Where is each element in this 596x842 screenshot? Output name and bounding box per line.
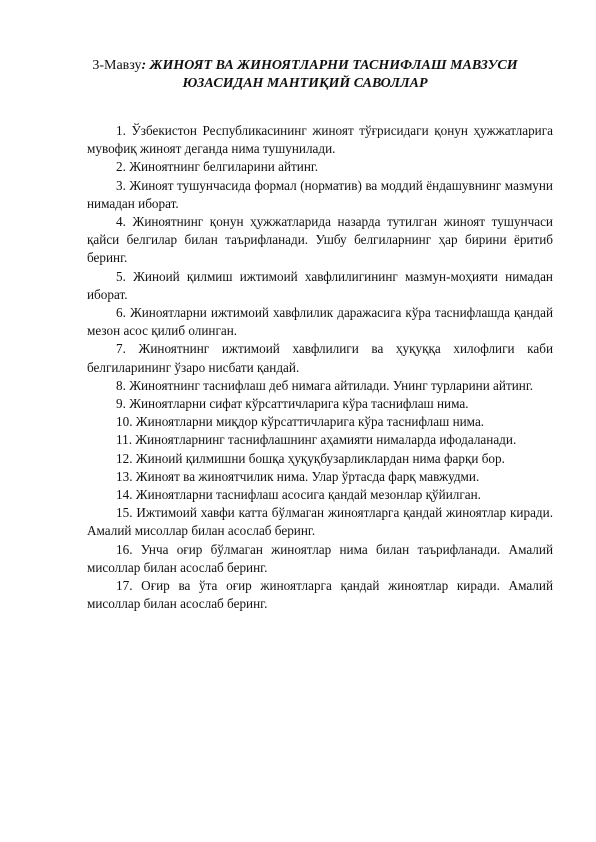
question-number: 1.	[116, 123, 126, 138]
question-number: 11.	[116, 432, 132, 448]
list-item	[87, 468, 553, 486]
question-text: Жиноятнинг ижтимоий хавфлилиги ва ҳуқуққа хилофлиги каби белгиларининг ўзаро нисбати қандай.	[87, 341, 553, 375]
question-text: Жиноятнинг таснифлаш деб нимага айтилади. Унинг турларини айтинг.	[129, 377, 534, 393]
list-item	[87, 304, 553, 340]
question-number: 17.	[116, 578, 133, 594]
question-number: 4.	[116, 214, 126, 230]
list-item	[87, 122, 553, 158]
list-item	[87, 340, 553, 376]
question-text: Жиноятларни миқдор кўрсаттичларига кўра таснифлаш нима.	[135, 414, 485, 430]
question-number: 10.	[116, 414, 133, 430]
list-item	[87, 213, 553, 268]
question-text: Жиноий қилмиш ижтимоий хавфлилигининг мазмун-моҳияти нимадан иборат.	[87, 268, 553, 302]
question-number: 6.	[116, 305, 126, 321]
question-number: 12.	[116, 450, 133, 466]
title-colon: :	[141, 58, 147, 73]
list-item	[87, 486, 553, 504]
question-number: 9.	[116, 396, 126, 412]
question-text: Жиноят ва жиноятчилик нима. Улар ўртасда фарқ мавжудми.	[135, 468, 480, 484]
question-number: 13.	[116, 468, 133, 484]
question-text: Жиноий қилмишни бошқа ҳуқуқбузарликлардан нима фарқи бор.	[135, 450, 505, 466]
question-text: Ўзбекистон Республикасининг жиноят тўғрисидаги қонун ҳужжатларига мувофиқ жиноят деганда нима тушунилади.	[87, 123, 553, 157]
list-item	[87, 395, 553, 413]
list-item	[87, 177, 553, 213]
question-text: Ижтимоий хавфи катта бўлмаган жиноятларга қандай жиноятлар киради. Амалий мисоллар билан асослаб беринг.	[87, 505, 553, 539]
list-item	[87, 577, 553, 613]
list-item	[87, 158, 553, 176]
question-text: Унча оғир бўлмаган жиноятлар нима билан таърифланади. Амалий мисоллар билан асослаб беринг.	[87, 541, 553, 575]
question-number: 5.	[116, 268, 126, 284]
question-text: Жиноятларни сифат кўрсаттичларига кўра таснифлаш нима.	[129, 396, 469, 412]
question-list	[87, 122, 553, 613]
list-item	[87, 504, 553, 540]
list-item	[87, 431, 553, 449]
list-item	[87, 450, 553, 468]
list-item	[87, 377, 553, 395]
question-text: Жиноятларни ижтимоий хавфлилик даражасига кўра таснифлашда қандай мезон асос қилиб олинган.	[87, 305, 553, 339]
list-item	[87, 541, 553, 577]
question-text: Жиноятнинг белгиларини айтинг.	[129, 159, 319, 175]
question-number: 7.	[116, 341, 126, 357]
list-item	[87, 268, 553, 304]
page-title	[70, 57, 540, 93]
question-text: Жиноятларнинг таснифлашнинг аҳамияти нималарда ифодаланади.	[135, 432, 517, 448]
question-text: Жиноятнинг қонун ҳужжатларида назарда тутилган жиноят тушунчаси қайси белгилар билан таърифланади. Ушбу белгиларнинг ҳар бирини ёритиб беринг.	[87, 214, 553, 266]
question-number: 2.	[116, 159, 126, 175]
question-text: Оғир ва ўта оғир жиноятларга қандай жиноятлар киради. Амалий мисоллар билан асослаб беринг.	[87, 578, 553, 612]
title-prefix: 3-Мавзу	[92, 58, 142, 73]
question-number: 14.	[116, 487, 133, 503]
question-number: 15.	[116, 505, 133, 521]
list-item	[87, 413, 553, 431]
title-main: ЖИНОЯТ ВА ЖИНОЯТЛАРНИ ТАСНИФЛАШ МАВЗУСИ ЮЗАСИДАН МАНТИҚИЙ САВОЛЛАР	[149, 58, 518, 91]
question-number: 8.	[116, 377, 126, 393]
question-number: 3.	[116, 177, 126, 193]
question-text: Жиноятларни таснифлаш асосига қандай мезонлар қўйилган.	[135, 487, 481, 503]
question-text: Жиноят тушунчасида формал (норматив) ва моддий ёндашувнинг мазмуни нимадан иборат.	[87, 177, 553, 211]
question-number: 16.	[116, 541, 133, 557]
